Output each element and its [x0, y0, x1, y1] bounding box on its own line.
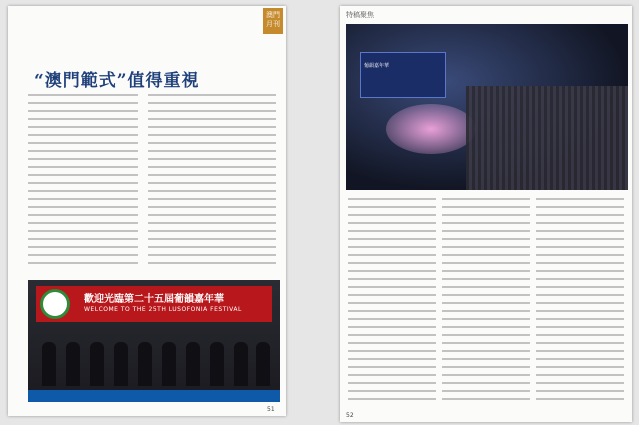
festival-banner — [36, 286, 272, 322]
festival-photo — [28, 280, 280, 402]
left-page — [8, 6, 286, 416]
banner-subtitle: WELCOME TO THE 25TH LUSOFONIA FESTIVAL — [84, 306, 242, 313]
page-number: 52 — [346, 412, 354, 419]
guests-row — [36, 336, 272, 386]
banner-title: 歡迎光臨第二十五屆葡韻嘉年華 — [84, 294, 224, 305]
right-page — [340, 6, 632, 422]
stage-screen — [360, 52, 446, 98]
stage-lights — [386, 104, 476, 154]
festival-logo-icon — [40, 289, 70, 319]
audience-crowd — [466, 86, 628, 190]
magazine-tag: 澳門 月刊 — [263, 8, 283, 34]
stage-text: 葡韻嘉年華 — [364, 63, 390, 69]
concert-photo — [346, 24, 628, 190]
section-header: 特稿聚焦 — [346, 11, 374, 19]
photo-caption-strip — [28, 390, 280, 402]
article-title: “澳門範式”值得重視 — [34, 71, 200, 91]
page-number: 51 — [267, 406, 275, 413]
